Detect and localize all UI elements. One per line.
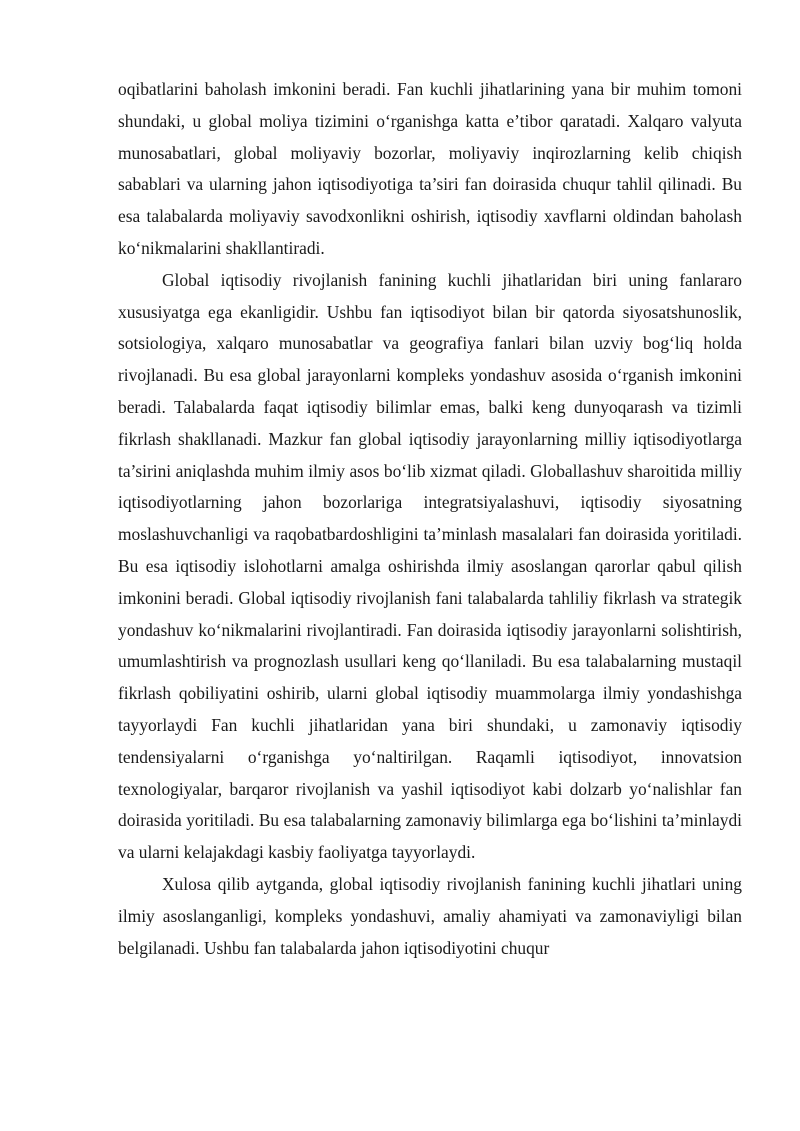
paragraph-conclusion: Xulosa qilib aytganda, global iqtisodiy rivojlanish fanining kuchli jihatlari uning ilmiy asoslanganligi, kompleks yondashuvi, amaliy ahamiyati va zamonaviyligi bilan belgilanadi. Ushbu fan talabalarda jahon iqtisodiyotini chuqur — [118, 873, 742, 958]
body-text — [118, 74, 742, 964]
paragraph-continuation: oqibatlarini baholash imkonini beradi. Fan kuchli jihatlarining yana bir muhim tomoni shundaki, u global moliya tizimini o‘rganishga katta e’tibor qaratadi. Xalqaro valyuta munosabatlari, global moliyaviy bozorlar, moliyaviy inqirozlarning kelib chiqish sabablari va ularning jahon iqtisodiyotiga ta’siri fan doirasida chuqur tahlil qilinadi. Bu esa talabalarda moliyaviy savodxonlikni oshirish, iqtisodiy xavflarni oldindan baholash ko‘nikmalarini shakllantiradi. — [118, 79, 742, 258]
paragraph-interdisciplinary: Global iqtisodiy rivojlanish fanining kuchli jihatlaridan biri uning fanlararo xususiyatga ega ekanligidir. Ushbu fan iqtisodiyot bilan bir qatorda siyosatshunoslik, sotsiologiya, xalqaro munosabatlar va geografiya fanlari bilan uzviy bog‘liq holda rivojlanadi. Bu esa global jarayonlarni kompleks yondashuv asosida o‘rganish imkonini beradi. Talabalarda faqat iqtisodiy bilimlar emas, balki keng dunyoqarash va tizimli fikrlash shakllanadi. Mazkur fan global iqtisodiy jarayonlarning milliy iqtisodiyotlarga ta’sirini aniqlashda muhim ilmiy asos bo‘lib xizmat qiladi. Globallashuv sharoitida milliy iqtisodiyotlarning jahon bozorlariga integratsiyalashuvi, iqtisodiy siyosatning moslashuvchanligi va raqobatbardoshligini ta’minlash masalalari fan doirasida yoritiladi. Bu esa iqtisodiy islohotlarni amalga oshirishda ilmiy asoslangan qarorlar qabul qilish imkonini beradi. Global iqtisodiy rivojlanish fani talabalarda tahliliy fikrlash va strategik yondashuv ko‘nikmalarini rivojlantiradi. Fan doirasida iqtisodiy jarayonlarni solishtirish, umumlashtirish va prognozlash usullari keng qo‘llaniladi. Bu esa talabalarning mustaqil fikrlash qobiliyatini oshirib, ularni global iqtisodiy muammolarga ilmiy yondashishga tayyorlaydi Fan kuchli jihatlaridan yana biri shundaki, u zamonaviy iqtisodiy tendensiyalarni o‘rganishga yo‘naltirilgan. Raqamli iqtisodiyot, innovatsion texnologiyalar, barqaror rivojlanish va yashil iqtisodiyot kabi dolzarb yo‘nalishlar fan doirasida yoritiladi. Bu esa talabalarning zamonaviy bilimlarga ega bo‘lishini ta’minlaydi va ularni kelajakdagi kasbiy faoliyatga tayyorlaydi. — [118, 269, 742, 863]
